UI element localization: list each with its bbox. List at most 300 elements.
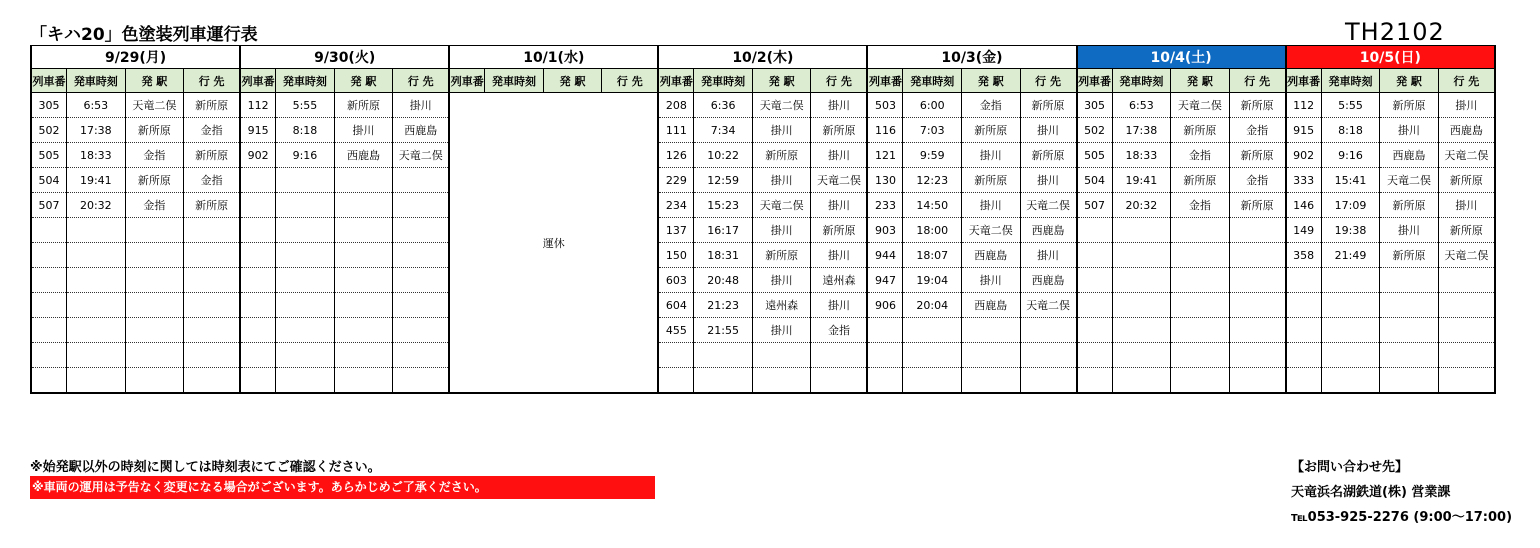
departure-time-cell: 21:49 [1321,243,1380,268]
origin-station-cell: 新所原 [125,168,184,193]
day-label: 10/5(日) [1286,46,1495,69]
departure-time-cell: 17:09 [1321,193,1380,218]
table-row [31,243,1495,268]
train-number-cell: 915 [240,118,276,143]
origin-station-cell: 新所原 [1171,118,1230,143]
origin-station-cell: 金指 [1171,193,1230,218]
train-number-cell [240,193,276,218]
destination-cell [393,318,449,343]
train-number-cell [1077,268,1113,293]
destination-cell: 新所原 [1229,193,1285,218]
origin-station-cell [125,243,184,268]
departure-time-cell [694,368,753,394]
destination-cell: 新所原 [1229,143,1285,168]
train-number-header: 列車番 [240,69,276,93]
train-number-cell: 234 [658,193,694,218]
origin-station-cell [125,268,184,293]
destination-cell: 掛川 [1438,93,1495,118]
origin-station-cell: 新所原 [1380,193,1439,218]
departure-time-cell: 14:50 [903,193,962,218]
train-number-cell [1077,243,1113,268]
column-header-row [31,69,1495,93]
destination-cell [1020,318,1076,343]
origin-station-cell [334,193,393,218]
origin-station-cell [334,293,393,318]
departure-time-cell [276,218,335,243]
departure-time-header: 発車時刻 [903,69,962,93]
origin-station-cell [125,343,184,368]
destination-cell [184,218,240,243]
day-label: 9/30(火) [240,46,449,69]
destination-cell: 掛川 [811,243,867,268]
train-number-cell [658,343,694,368]
departure-time-cell [276,168,335,193]
departure-time-cell: 21:23 [694,293,753,318]
destination-cell [184,268,240,293]
departure-time-cell [1112,318,1171,343]
origin-station-cell: 掛川 [962,143,1021,168]
departure-time-cell: 19:38 [1321,218,1380,243]
departure-time-cell: 20:32 [1112,193,1171,218]
document-code: TH2102 [1345,18,1445,46]
suspended-label: 運休 [449,93,658,394]
destination-cell: 新所原 [811,118,867,143]
departure-time-cell: 20:32 [67,193,126,218]
train-number-cell [31,318,67,343]
origin-station-cell: 天竜二俣 [752,193,811,218]
table-row [31,193,1495,218]
destination-cell [1020,343,1076,368]
departure-time-cell: 16:17 [694,218,753,243]
train-number-cell: 121 [867,143,903,168]
train-number-cell [31,218,67,243]
train-number-cell: 130 [867,168,903,193]
destination-cell: 天竜二俣 [811,168,867,193]
origin-station-cell: 新所原 [1171,168,1230,193]
departure-time-cell: 20:04 [903,293,962,318]
train-number-cell [867,318,903,343]
destination-cell: 新所原 [1229,93,1285,118]
origin-station-cell: 天竜二俣 [1171,93,1230,118]
destination-cell: 西鹿島 [393,118,449,143]
origin-station-cell: 掛川 [962,268,1021,293]
train-number-cell: 305 [31,93,67,118]
train-number-header: 列車番 [658,69,694,93]
destination-cell: 金指 [1229,168,1285,193]
destination-cell: 金指 [811,318,867,343]
departure-time-cell [276,293,335,318]
destination-cell [393,218,449,243]
departure-time-cell: 12:59 [694,168,753,193]
table-row [31,143,1495,168]
departure-time-cell: 18:33 [67,143,126,168]
train-number-cell [31,268,67,293]
train-number-cell: 137 [658,218,694,243]
destination-cell: 掛川 [393,93,449,118]
origin-station-header: 発 駅 [962,69,1021,93]
origin-station-cell [752,368,811,394]
train-number-cell: 233 [867,193,903,218]
departure-time-cell [276,343,335,368]
day-label: 10/2(木) [658,46,867,69]
table-row [31,168,1495,193]
origin-station-cell: 新所原 [752,143,811,168]
train-number-cell: 947 [867,268,903,293]
origin-station-cell [1171,268,1230,293]
train-number-cell [867,343,903,368]
origin-station-cell: 掛川 [752,268,811,293]
origin-station-cell: 新所原 [752,243,811,268]
destination-cell [1020,368,1076,394]
origin-station-cell: 新所原 [1380,93,1439,118]
train-number-cell: 333 [1286,168,1322,193]
day-label: 9/29(月) [31,46,240,69]
destination-cell [393,368,449,394]
train-number-cell: 358 [1286,243,1322,268]
train-number-cell: 505 [31,143,67,168]
origin-station-cell: 掛川 [1380,218,1439,243]
departure-time-cell [276,318,335,343]
destination-cell: 天竜二俣 [1438,143,1495,168]
destination-cell: 天竜二俣 [1020,193,1076,218]
train-number-cell: 149 [1286,218,1322,243]
train-number-cell: 111 [658,118,694,143]
origin-station-cell [125,293,184,318]
train-number-cell: 505 [1077,143,1113,168]
origin-station-header: 発 駅 [334,69,393,93]
origin-station-cell [334,268,393,293]
contact-heading: 【お問い合わせ先】 [1291,460,1409,475]
origin-station-cell: 新所原 [962,118,1021,143]
departure-time-cell [903,368,962,394]
origin-station-cell [125,318,184,343]
train-number-cell: 208 [658,93,694,118]
origin-station-cell: 掛川 [1380,118,1439,143]
destination-cell: 西鹿島 [1020,218,1076,243]
destination-cell [393,268,449,293]
train-number-header: 列車番 [1077,69,1113,93]
departure-time-cell: 7:34 [694,118,753,143]
departure-time-cell [276,243,335,268]
train-number-cell: 502 [31,118,67,143]
destination-cell: 遠州森 [811,268,867,293]
train-number-cell: 112 [1286,93,1322,118]
destination-cell [1229,343,1285,368]
destination-cell [184,343,240,368]
origin-station-cell [334,243,393,268]
origin-station-cell: 新所原 [1380,243,1439,268]
day-label: 10/3(金) [867,46,1076,69]
destination-cell: 掛川 [811,293,867,318]
destination-cell: 新所原 [184,143,240,168]
destination-cell: 新所原 [811,218,867,243]
origin-station-cell [1171,218,1230,243]
origin-station-cell: 掛川 [752,118,811,143]
origin-station-cell [1380,318,1439,343]
departure-time-cell [67,243,126,268]
train-number-cell: 126 [658,143,694,168]
train-number-cell: 146 [1286,193,1322,218]
destination-cell: 掛川 [811,193,867,218]
train-number-cell: 502 [1077,118,1113,143]
departure-time-cell [67,293,126,318]
destination-cell: 掛川 [1438,193,1495,218]
origin-station-cell [1171,343,1230,368]
table-row [31,318,1495,343]
page-title: 「キハ20」色塗装列車運行表 [30,25,258,45]
destination-header: 行 先 [1229,69,1285,93]
train-number-cell: 455 [658,318,694,343]
train-number-cell [1077,218,1113,243]
destination-cell [393,168,449,193]
origin-station-cell: 新所原 [334,93,393,118]
origin-station-cell: 天竜二俣 [125,93,184,118]
origin-station-cell [962,368,1021,394]
departure-time-cell: 9:16 [1321,143,1380,168]
destination-cell: 西鹿島 [1438,118,1495,143]
contact-block [1291,456,1512,531]
origin-station-cell [334,168,393,193]
train-number-cell: 504 [31,168,67,193]
departure-time-cell [903,343,962,368]
train-number-cell: 902 [240,143,276,168]
departure-time-cell [276,268,335,293]
train-number-cell: 903 [867,218,903,243]
day-label: 10/1(水) [449,46,658,69]
train-number-cell: 112 [240,93,276,118]
departure-time-header: 発車時刻 [276,69,335,93]
departure-time-cell: 18:00 [903,218,962,243]
departure-time-cell: 18:31 [694,243,753,268]
destination-cell: 新所原 [184,193,240,218]
origin-station-cell: 西鹿島 [962,293,1021,318]
origin-station-header: 発 駅 [543,69,602,93]
departure-time-cell: 9:59 [903,143,962,168]
destination-cell [1438,368,1495,394]
departure-time-header: 発車時刻 [694,69,753,93]
origin-station-cell: 金指 [125,143,184,168]
origin-station-cell [962,343,1021,368]
table-row [31,268,1495,293]
departure-time-header: 発車時刻 [485,69,544,93]
train-number-cell: 902 [1286,143,1322,168]
origin-station-header: 発 駅 [125,69,184,93]
departure-time-cell: 8:18 [276,118,335,143]
destination-cell [393,243,449,268]
train-number-cell [240,318,276,343]
departure-time-cell: 15:41 [1321,168,1380,193]
departure-time-cell [1112,218,1171,243]
origin-station-cell [962,318,1021,343]
destination-cell: 金指 [1229,118,1285,143]
train-number-header: 列車番 [449,69,485,93]
destination-header: 行 先 [1438,69,1495,93]
departure-time-cell [67,218,126,243]
departure-time-cell: 6:53 [1112,93,1171,118]
destination-cell: 掛川 [1020,243,1076,268]
departure-time-cell: 17:38 [1112,118,1171,143]
departure-time-cell: 10:22 [694,143,753,168]
destination-cell: 新所原 [184,93,240,118]
train-number-cell: 915 [1286,118,1322,143]
departure-time-cell: 6:53 [67,93,126,118]
departure-time-cell: 20:48 [694,268,753,293]
origin-station-cell: 天竜二俣 [962,218,1021,243]
departure-time-cell: 9:16 [276,143,335,168]
departure-time-cell: 15:23 [694,193,753,218]
train-number-cell [1286,318,1322,343]
destination-header: 行 先 [393,69,449,93]
origin-station-cell: 西鹿島 [1380,143,1439,168]
train-number-cell [240,243,276,268]
origin-station-cell: 金指 [125,193,184,218]
train-number-cell: 116 [867,118,903,143]
origin-station-cell: 掛川 [334,118,393,143]
train-number-cell [1077,368,1113,394]
destination-cell: 金指 [184,168,240,193]
train-number-cell [1286,343,1322,368]
train-number-cell [1077,318,1113,343]
departure-time-cell: 7:03 [903,118,962,143]
train-number-cell [31,293,67,318]
departure-time-cell [1321,318,1380,343]
departure-time-cell [276,193,335,218]
origin-station-cell: 天竜二俣 [752,93,811,118]
origin-station-cell [1171,368,1230,394]
origin-station-cell: 掛川 [962,193,1021,218]
origin-station-cell [125,368,184,394]
destination-cell: 掛川 [811,143,867,168]
origin-station-cell: 遠州森 [752,293,811,318]
origin-station-cell [1171,318,1230,343]
destination-cell [184,293,240,318]
destination-header: 行 先 [184,69,240,93]
train-number-cell: 150 [658,243,694,268]
train-number-cell [1286,293,1322,318]
departure-time-cell [276,368,335,394]
destination-cell [393,193,449,218]
departure-time-cell [1321,268,1380,293]
origin-station-cell [334,343,393,368]
origin-station-cell: 掛川 [752,168,811,193]
train-number-cell: 603 [658,268,694,293]
destination-cell: 新所原 [1438,218,1495,243]
train-number-cell: 906 [867,293,903,318]
destination-cell [1229,268,1285,293]
origin-station-cell [752,343,811,368]
origin-station-cell: 掛川 [752,318,811,343]
destination-cell: 西鹿島 [1020,268,1076,293]
origin-station-cell: 天竜二俣 [1380,168,1439,193]
origin-station-cell: 金指 [1171,143,1230,168]
departure-time-cell [67,368,126,394]
day-label: 10/4(土) [1077,46,1286,69]
train-number-cell [240,268,276,293]
train-number-cell [240,368,276,394]
departure-time-cell: 12:23 [903,168,962,193]
origin-station-cell [1380,368,1439,394]
destination-cell: 掛川 [811,93,867,118]
destination-cell [811,343,867,368]
destination-cell [184,318,240,343]
departure-time-cell [1112,343,1171,368]
train-number-cell: 305 [1077,93,1113,118]
destination-header: 行 先 [811,69,867,93]
origin-station-cell [1171,243,1230,268]
destination-cell [184,243,240,268]
train-number-header: 列車番 [31,69,67,93]
destination-cell [393,293,449,318]
departure-time-cell [903,318,962,343]
table-row [31,118,1495,143]
destination-cell: 天竜二俣 [1020,293,1076,318]
destination-cell [1229,218,1285,243]
departure-time-cell: 5:55 [276,93,335,118]
departure-time-cell: 19:04 [903,268,962,293]
destination-cell [393,343,449,368]
origin-station-cell: 西鹿島 [962,243,1021,268]
train-number-cell [240,343,276,368]
destination-cell [1229,318,1285,343]
destination-cell: 天竜二俣 [1438,243,1495,268]
departure-time-cell [694,343,753,368]
departure-time-cell: 19:41 [1112,168,1171,193]
note-operation-change: ※車両の運用は予告なく変更になる場合がございます。あらかじめご了承ください。 [30,476,655,499]
departure-time-cell [67,343,126,368]
departure-time-cell [1321,368,1380,394]
train-number-cell: 604 [658,293,694,318]
table-row [31,218,1495,243]
destination-cell [1438,343,1495,368]
departure-time-cell [1112,293,1171,318]
departure-time-header: 発車時刻 [67,69,126,93]
table-row [31,343,1495,368]
origin-station-cell: 新所原 [962,168,1021,193]
day-header-row [31,46,1495,69]
departure-time-cell [1112,268,1171,293]
destination-cell [1229,293,1285,318]
departure-time-cell: 6:00 [903,93,962,118]
train-number-cell [240,293,276,318]
destination-cell: 金指 [184,118,240,143]
origin-station-cell [1380,343,1439,368]
departure-time-cell [1321,343,1380,368]
train-number-cell: 503 [867,93,903,118]
origin-station-cell [125,218,184,243]
destination-cell: 新所原 [1020,143,1076,168]
departure-time-cell: 21:55 [694,318,753,343]
origin-station-cell [1380,293,1439,318]
departure-time-cell: 8:18 [1321,118,1380,143]
destination-cell: 掛川 [1020,168,1076,193]
destination-cell: 掛川 [1020,118,1076,143]
destination-cell [1229,368,1285,394]
table-row [31,368,1495,394]
destination-cell: 新所原 [1020,93,1076,118]
departure-time-cell [1112,243,1171,268]
train-number-cell [31,368,67,394]
train-number-cell: 507 [1077,193,1113,218]
origin-station-cell: 西鹿島 [334,143,393,168]
destination-cell [1229,243,1285,268]
train-number-cell [240,218,276,243]
train-number-cell [867,368,903,394]
destination-cell: 天竜二俣 [393,143,449,168]
origin-station-header: 発 駅 [1171,69,1230,93]
train-number-cell: 507 [31,193,67,218]
destination-cell [1438,293,1495,318]
departure-time-cell: 18:33 [1112,143,1171,168]
